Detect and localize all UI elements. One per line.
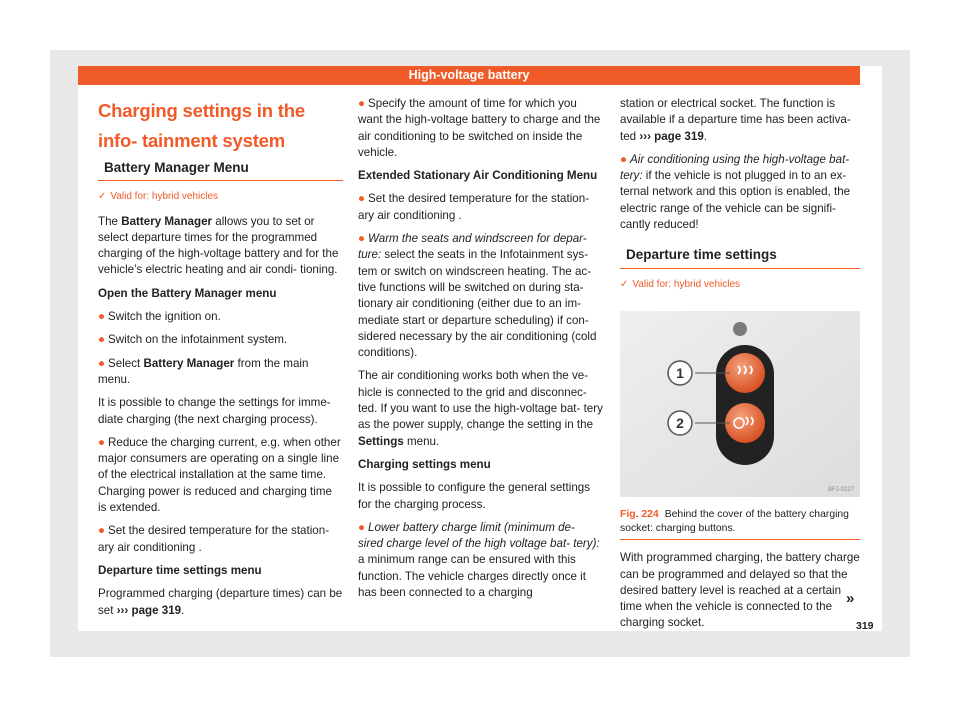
- bullet-text-2: from the main menu.: [98, 356, 309, 386]
- continued-end: .: [703, 129, 708, 143]
- bullet-item: [98, 332, 343, 348]
- bullet-icon: ●: [98, 435, 106, 449]
- bullet-icon: ●: [358, 232, 366, 246]
- ac-paragraph: [358, 368, 603, 449]
- bullet-icon: ●: [620, 152, 628, 166]
- bullet-item: [358, 191, 603, 224]
- continued-text: station or electrical socket. The function is available if a departure time has been activa- ted: [620, 97, 851, 143]
- extended-ac-heading: Extended Stationary Air Conditioning Menu: [358, 169, 598, 183]
- check-icon: ✓: [620, 278, 629, 290]
- bullet-icon: ●: [358, 520, 366, 534]
- figure-caption: [620, 508, 860, 540]
- departure-menu-paragraph: [98, 586, 343, 619]
- bullet-icon: ●: [98, 333, 106, 347]
- bullet-text: Set the desired temperature for the station- ary air conditioning .: [98, 524, 330, 554]
- intro-bold: Battery Manager: [121, 214, 213, 228]
- bullet-text: Set the desired temperature for the station- ary air conditioning .: [358, 192, 590, 222]
- bullet-item: [98, 309, 343, 325]
- figure-code: BFJ-0227: [827, 486, 854, 493]
- ac-bold: Settings: [358, 434, 404, 448]
- bullet-item: [98, 356, 343, 389]
- ac-text-2: menu.: [403, 434, 440, 448]
- departure-menu-end: .: [181, 603, 185, 617]
- valid-for-text: Valid for: hybrid vehicles: [110, 191, 219, 203]
- charging-buttons-figure: [620, 311, 860, 497]
- bullet-item: [358, 520, 603, 601]
- bullet-text: Reduce the charging current, e.g. when other major consumers are operating on a single line of the electrical installation at the same time. Charging power is reduced and charging time is extended.: [98, 435, 341, 515]
- callout-label-2: 2: [676, 414, 684, 431]
- bullet-text: Select: [108, 356, 144, 370]
- programmed-charging-paragraph: With programmed charging, the battery charge can be programmed and delayed so that the desired battery level is reached at a certain time when the vehicle is connected to the charging socket.: [620, 551, 860, 630]
- intro-paragraph: [98, 214, 343, 279]
- figure-caption-text: Behind the cover of the battery charging socket: charging buttons.: [620, 509, 849, 534]
- bullet-icon: ●: [358, 97, 366, 110]
- intro-text-2: allows you to set or select departure times for the programmed charging of the high-voltage battery and for the vehicle’s electric heating and air condi- tioning.: [98, 214, 339, 277]
- open-menu-heading: Open the Battery Manager menu: [98, 286, 277, 300]
- column-3: [620, 96, 860, 639]
- valid-for-note: [98, 189, 343, 205]
- bullet-text: Specify the amount of time for which you want the high-voltage battery to charge and the air conditioning to be switched on inside the vehicle.: [358, 97, 601, 159]
- page-title: Charging settings in the info- tainment system: [98, 100, 305, 151]
- bullet-bold: Battery Manager: [143, 356, 235, 370]
- intro-text: The: [98, 214, 122, 228]
- valid-for-note: [620, 277, 860, 293]
- page-number: 319: [856, 620, 874, 632]
- continue-icon: »: [846, 590, 855, 607]
- bullet-item: [620, 152, 860, 233]
- column-2: [358, 96, 603, 608]
- bullet-icon: ●: [358, 192, 366, 206]
- charging-settings-heading: Charging settings menu: [358, 457, 491, 471]
- climate-button-icon: [725, 403, 765, 443]
- departure-menu-heading: Departure time settings menu: [98, 563, 262, 577]
- bullet-item: [358, 96, 603, 161]
- bullet-icon: ●: [98, 310, 106, 324]
- callout-label-1: 1: [676, 364, 684, 381]
- page-link[interactable]: ››› page 319: [639, 129, 704, 143]
- possible-paragraph: It is possible to change the settings for imme- diate charging (the next charging process).: [98, 396, 331, 426]
- valid-for-text: Valid for: hybrid vehicles: [632, 278, 741, 290]
- led-indicator: [733, 322, 747, 336]
- departure-menu-text: Programmed charging (departure times) can be set: [98, 587, 343, 617]
- check-icon: ✓: [98, 191, 107, 203]
- continued-paragraph: [620, 96, 860, 145]
- subheading-battery-manager: Battery Manager Menu: [98, 160, 343, 181]
- bullet-italic: Warm the seats and windscreen for depar- ture:: [358, 232, 587, 262]
- bullet-icon: ●: [98, 356, 106, 370]
- section-header: High-voltage battery: [78, 66, 860, 85]
- bullet-italic: Lower battery charge limit (minimum de- sired charge level of the high voltage bat- tery):: [358, 520, 600, 551]
- bullet-item: [98, 435, 343, 516]
- bullet-text: Switch the ignition on.: [108, 310, 221, 324]
- column-1: [98, 96, 343, 626]
- bullet-item: [358, 231, 603, 361]
- charging-paragraph: It is possible to configure the general settings for the charging process.: [358, 481, 591, 511]
- bullet-italic: Air conditioning using the high-voltage bat- tery:: [620, 152, 850, 183]
- bullet-text: a minimum range can be ensured with this function. The vehicle charges directly once it has been connected to a charging: [358, 553, 586, 600]
- bullet-icon: ●: [98, 524, 106, 538]
- ac-text: The air conditioning works both when the ve- hicle is connected to the grid and disconnec- ted. If you want to use the high-voltage bat- tery as the power supply, change the setting in the: [358, 369, 603, 432]
- subheading-departure-time: Departure time settings: [620, 247, 860, 268]
- figure-label: Fig. 224: [620, 509, 659, 521]
- page-link[interactable]: ››› page 319: [116, 603, 182, 617]
- bullet-text: Switch on the infotainment system.: [108, 333, 288, 347]
- bullet-item: [98, 523, 343, 556]
- bullet-text: select the seats in the Infotainment sys- tem or switch on windscreen heating. The ac- tive functions will be switched on during sta- tionary air conditioning (either due to an im- mediate start or departure scheduling) if con- sidered necessary by the air conditioning (cold conditions).: [358, 248, 597, 360]
- bullet-text: if the vehicle is not plugged in to an ex- ternal network and this option is enabled, the electric range of the vehicle can be signifi- cantly reduced!: [620, 169, 851, 232]
